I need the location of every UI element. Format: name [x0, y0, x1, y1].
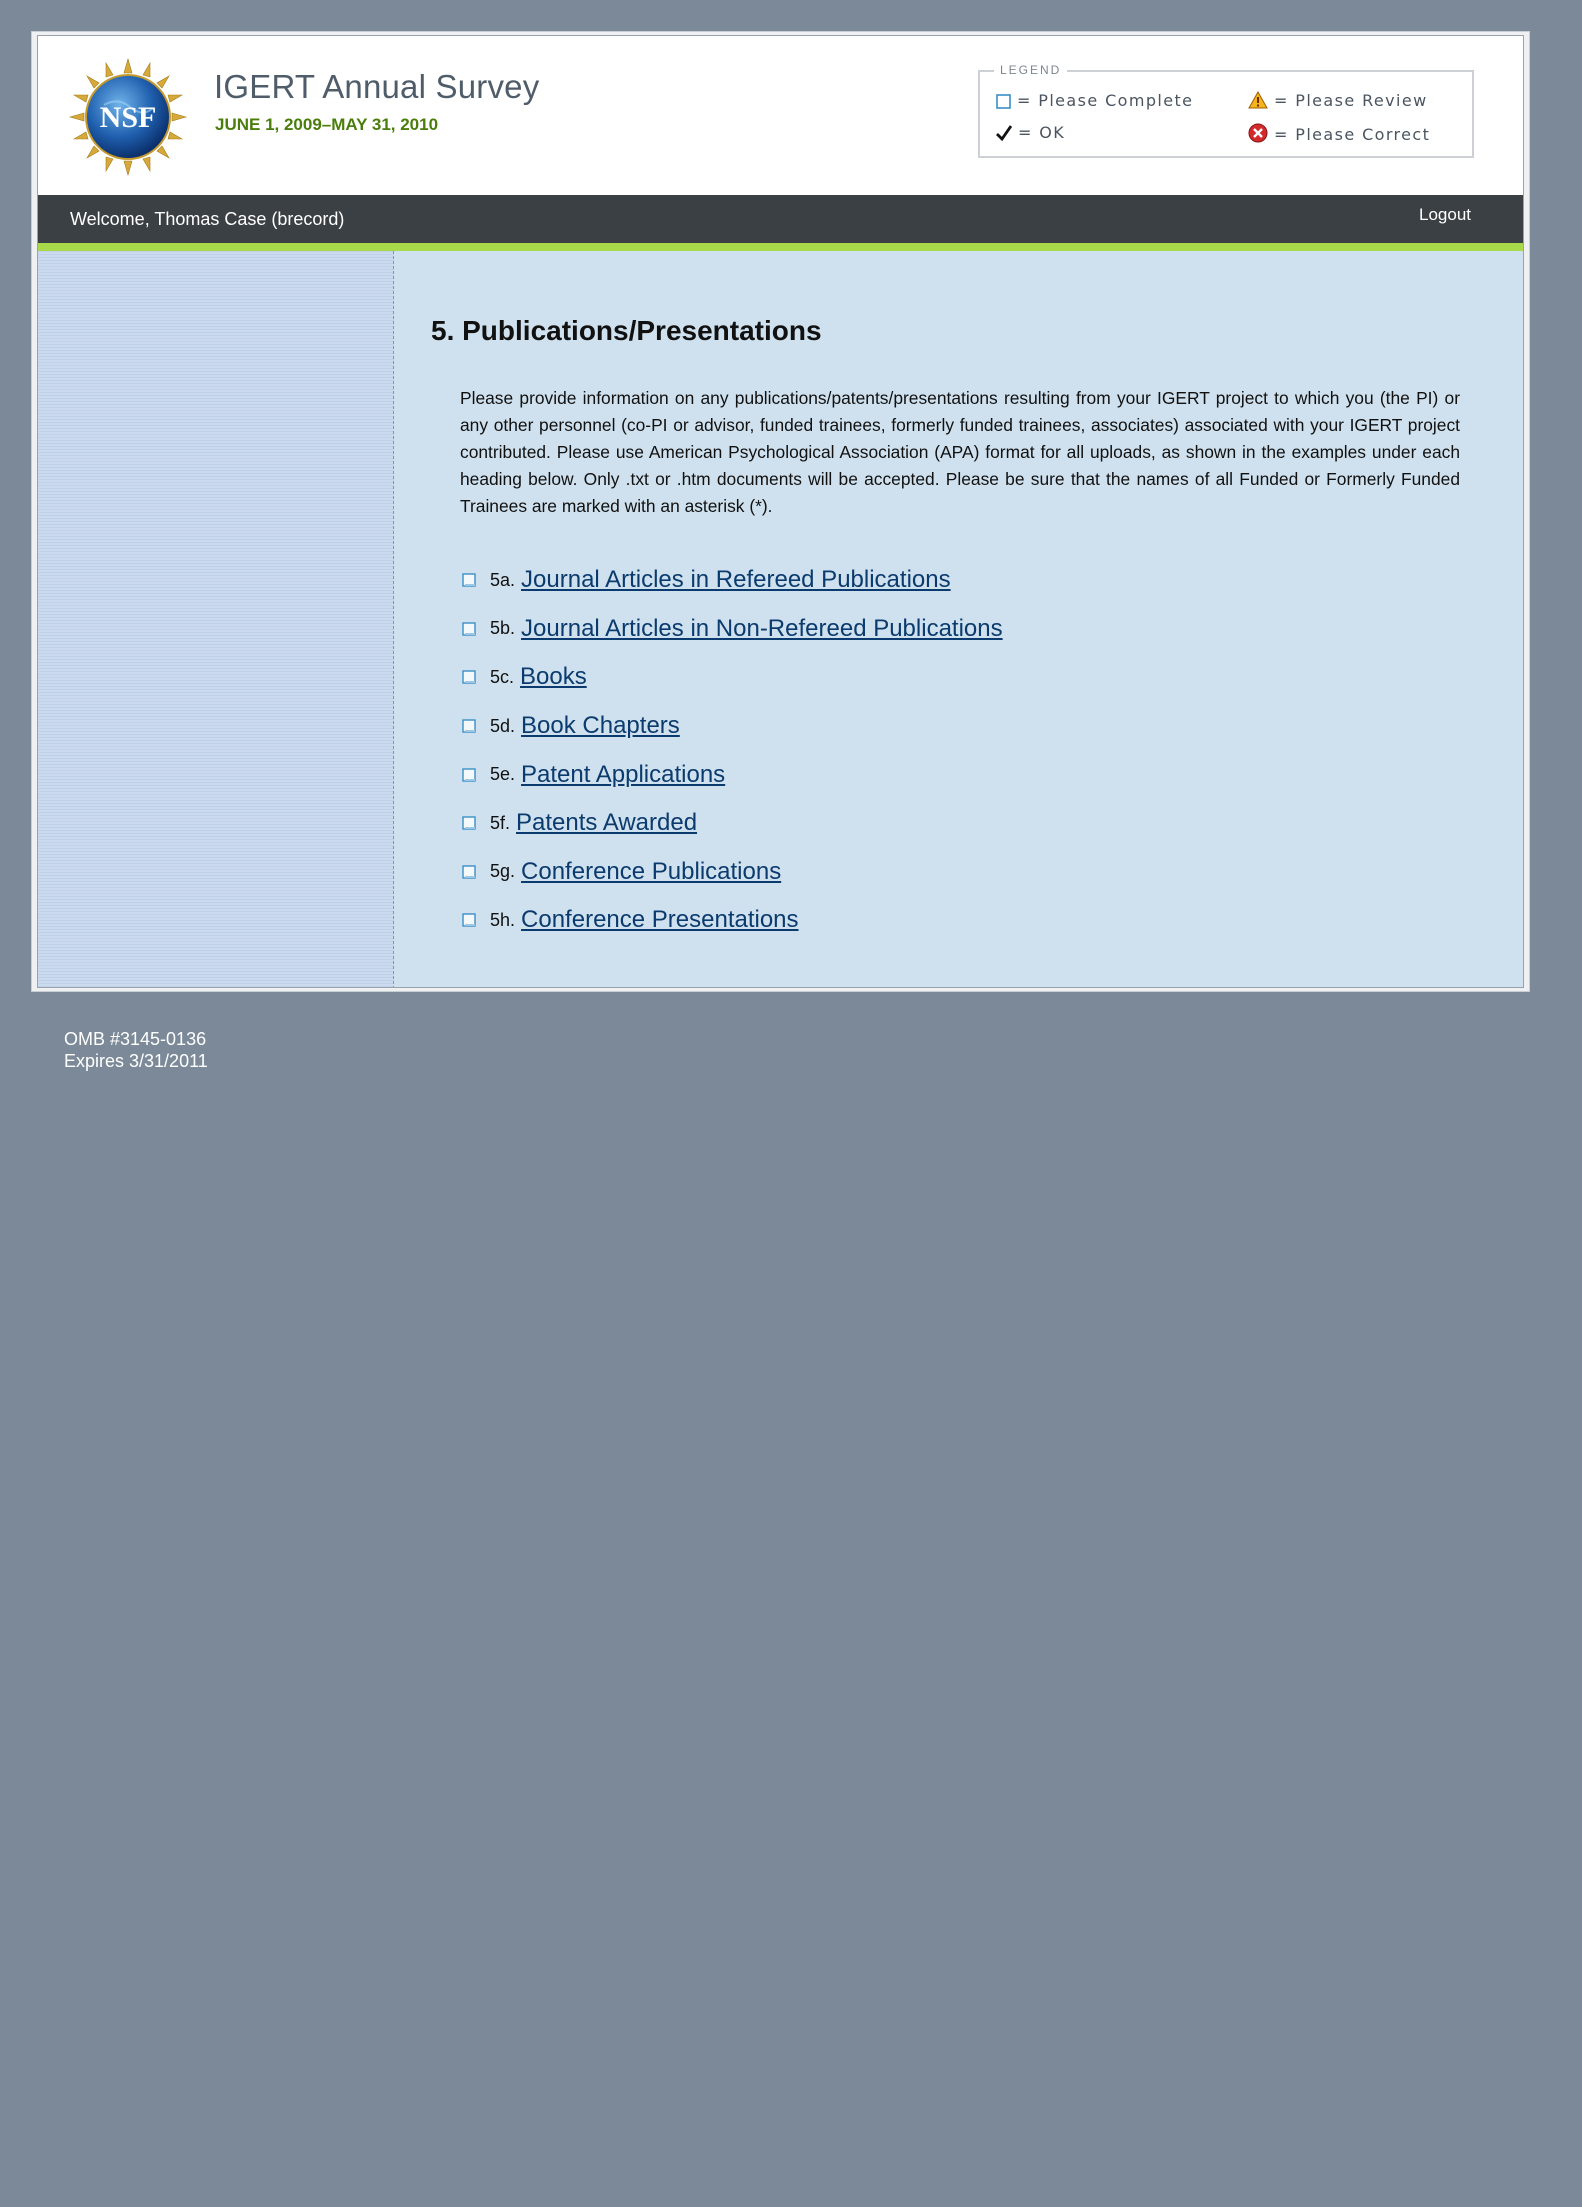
main-content [394, 251, 1523, 988]
section-link[interactable]: Journal Articles in Refereed Publications [521, 566, 951, 594]
sidebar [38, 251, 394, 988]
checkbox-bullet-icon [462, 865, 476, 879]
section-link[interactable]: Patent Applications [521, 760, 726, 788]
footer [64, 1028, 208, 1072]
legend-item-please-complete [996, 91, 1193, 110]
legend-item-please-correct [1248, 123, 1430, 144]
section-link[interactable]: Conference Presentations [521, 906, 799, 934]
checkbox-bullet-icon [462, 573, 476, 587]
section-list [462, 556, 1003, 945]
logout-link[interactable]: Logout [1419, 205, 1471, 224]
site-title: IGERT Annual Survey [214, 68, 540, 105]
section-number: 5a. [490, 569, 516, 590]
checkmark-icon [996, 125, 1012, 141]
nsf-logo [68, 57, 188, 177]
legend-box [978, 63, 1474, 158]
logo-text: NSF [99, 101, 157, 134]
legend-label: = Please Correct [1274, 125, 1431, 144]
section-number: 5h. [490, 909, 516, 930]
legend-item-please-review [1248, 91, 1428, 110]
page-frame [31, 31, 1530, 992]
section-number: 5c. [490, 666, 515, 687]
checkbox-bullet-icon [462, 913, 476, 927]
section-number: 5g. [490, 861, 516, 882]
warning-triangle-icon [1248, 91, 1268, 109]
checkbox-bullet-icon [462, 622, 476, 636]
welcome-message: Welcome, Thomas Case (brecord) [70, 209, 345, 229]
section-number: 5b. [490, 618, 516, 639]
section-item [462, 896, 1003, 945]
accent-divider [38, 243, 1523, 251]
legend-label: = Please Complete [1017, 91, 1194, 110]
survey-period: JUNE 1, 2009–MAY 31, 2010 [215, 115, 439, 134]
header [38, 36, 1523, 195]
legend-label: = OK [1018, 123, 1066, 142]
section-item [462, 556, 1003, 605]
section-number: 5d. [490, 715, 516, 736]
legend-item-ok [996, 123, 1065, 142]
nav-bar [38, 195, 1523, 243]
checkbox-bullet-icon [462, 670, 476, 684]
section-item [462, 653, 1003, 702]
checkbox-bullet-icon [462, 816, 476, 830]
section-item [462, 702, 1003, 751]
section-link[interactable]: Books [520, 663, 587, 691]
legend-label: = Please Review [1274, 91, 1428, 110]
checkbox-bullet-icon [462, 719, 476, 733]
error-circle-icon [1248, 123, 1268, 143]
survey-container [37, 35, 1524, 988]
section-item [462, 750, 1003, 799]
omb-number: OMB #3145-0136 [64, 1029, 207, 1049]
section-item [462, 799, 1003, 848]
checkbox-bullet-icon [462, 768, 476, 782]
section-link[interactable]: Journal Articles in Non-Refereed Publications [521, 614, 1003, 642]
page-title: 5. Publications/Presentations [431, 315, 822, 346]
section-link[interactable]: Book Chapters [521, 712, 680, 740]
section-item [462, 848, 1003, 897]
empty-checkbox-icon [996, 94, 1011, 109]
expiration-date: Expires 3/31/2011 [64, 1051, 208, 1071]
instructions-text: Please provide information on any publications/patents/presentations resulting from your IGERT project to which you (the PI) or any other personnel (co-PI or advisor, funded trainees, formerly funded trainees, associates) associated with your IGERT project contributed. Please use American Psychological Association (APA) format for all uploads, as shown in the examples under each heading below. Only .txt or .htm documents will be accepted. Please be sure that the names of all Funded or Formerly Funded Trainees are marked with an asterisk (*). [460, 388, 1460, 516]
section-item [462, 605, 1003, 654]
section-link[interactable]: Conference Publications [521, 857, 782, 885]
legend-title: LEGEND [994, 63, 1067, 77]
section-number: 5f. [490, 812, 511, 833]
section-link[interactable]: Patents Awarded [516, 809, 698, 837]
section-number: 5e. [490, 764, 516, 785]
